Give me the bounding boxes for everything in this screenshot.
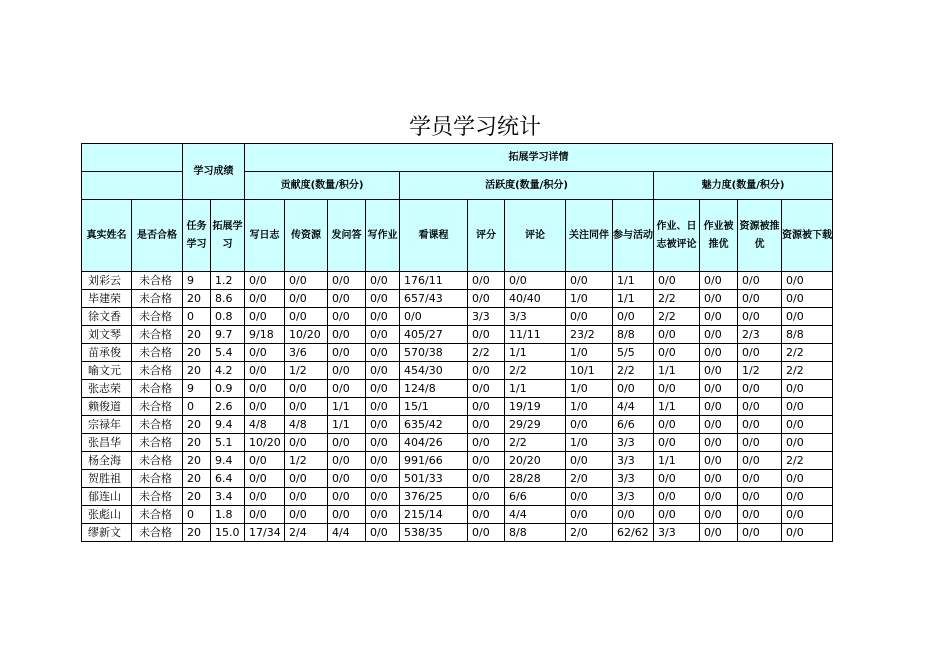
table-cell: 6.4	[211, 470, 245, 488]
column-header: 任务学习	[183, 200, 211, 272]
column-header: 拓展学习	[211, 200, 245, 272]
column-header: 写作业	[366, 200, 400, 272]
table-cell: 15/1	[400, 398, 468, 416]
table-cell: 635/42	[400, 416, 468, 434]
table-cell: 0/0	[566, 452, 613, 470]
pass-status-cell: 未合格	[132, 308, 183, 326]
table-row	[82, 290, 833, 308]
table-cell: 15.0	[211, 524, 245, 542]
table-cell: 0/0	[468, 272, 505, 290]
table-cell: 0/0	[245, 488, 285, 506]
table-cell: 0/0	[366, 416, 400, 434]
table-cell: 0/0	[782, 488, 833, 506]
table-cell: 0/0	[700, 380, 738, 398]
table-cell: 1/1	[505, 344, 566, 362]
table-row	[82, 272, 833, 290]
pass-status-cell: 未合格	[132, 434, 183, 452]
table-cell: 0/0	[700, 488, 738, 506]
table-cell: 0/0	[400, 308, 468, 326]
table-cell: 0/0	[700, 326, 738, 344]
table-cell: 1/1	[613, 272, 654, 290]
table-cell: 0/0	[700, 506, 738, 524]
table-cell: 657/43	[400, 290, 468, 308]
table-cell: 0/0	[654, 488, 700, 506]
table-cell: 0/0	[700, 524, 738, 542]
table-cell: 0/0	[285, 434, 328, 452]
table-cell: 2/2	[654, 308, 700, 326]
table-cell: 0/0	[654, 344, 700, 362]
header-activity: 活跃度(数量/积分)	[400, 172, 654, 200]
table-cell: 20	[183, 362, 211, 380]
table-cell: 0/0	[782, 416, 833, 434]
table-row	[82, 308, 833, 326]
table-cell: 0/0	[738, 470, 782, 488]
table-cell: 0/0	[782, 434, 833, 452]
table-row	[82, 398, 833, 416]
table-cell: 0/0	[654, 470, 700, 488]
table-cell: 0/0	[468, 488, 505, 506]
table-cell: 9/18	[245, 326, 285, 344]
table-cell: 0/0	[328, 488, 366, 506]
column-header: 写日志	[245, 200, 285, 272]
table-cell: 376/25	[400, 488, 468, 506]
table-cell: 0/0	[245, 470, 285, 488]
table-cell: 1/0	[566, 434, 613, 452]
table-cell: 0/0	[738, 272, 782, 290]
student-name-cell: 徐文香	[82, 308, 132, 326]
table-cell: 0/0	[654, 326, 700, 344]
table-cell: 2/2	[782, 452, 833, 470]
table-cell: 0/0	[366, 470, 400, 488]
table-cell: 10/1	[566, 362, 613, 380]
table-cell: 0/0	[285, 506, 328, 524]
table-cell: 0/0	[366, 488, 400, 506]
table-cell: 0/0	[366, 524, 400, 542]
student-name-cell: 苗承俊	[82, 344, 132, 362]
column-header: 发问答	[328, 200, 366, 272]
table-cell: 0/0	[245, 398, 285, 416]
table-cell: 3/3	[613, 452, 654, 470]
table-cell: 6/6	[613, 416, 654, 434]
student-name-cell: 郁连山	[82, 488, 132, 506]
table-cell: 0/0	[366, 398, 400, 416]
table-cell: 0/0	[700, 290, 738, 308]
table-cell: 20	[183, 290, 211, 308]
table-cell: 20	[183, 434, 211, 452]
table-cell: 0/0	[700, 308, 738, 326]
table-cell: 0/0	[566, 506, 613, 524]
student-stats-table	[81, 143, 833, 542]
table-cell: 0/0	[366, 290, 400, 308]
header-blank	[82, 144, 183, 172]
table-row	[82, 362, 833, 380]
column-header: 关注同伴	[566, 200, 613, 272]
table-cell: 28/28	[505, 470, 566, 488]
table-cell: 0/0	[700, 362, 738, 380]
table-cell: 0/0	[738, 452, 782, 470]
table-cell: 0/0	[782, 398, 833, 416]
table-cell: 0/0	[738, 416, 782, 434]
table-cell: 0/0	[566, 416, 613, 434]
table-cell: 1/1	[654, 398, 700, 416]
table-cell: 0/0	[366, 308, 400, 326]
table-cell: 0/0	[285, 272, 328, 290]
table-cell: 1/2	[285, 362, 328, 380]
table-cell: 0/0	[566, 488, 613, 506]
table-cell: 0/0	[285, 470, 328, 488]
table-cell: 4/4	[328, 524, 366, 542]
table-cell: 2/0	[566, 470, 613, 488]
table-cell: 5.4	[211, 344, 245, 362]
table-cell: 215/14	[400, 506, 468, 524]
student-name-cell: 贺胜祖	[82, 470, 132, 488]
table-cell: 20	[183, 416, 211, 434]
table-cell: 19/19	[505, 398, 566, 416]
table-cell: 0/0	[468, 416, 505, 434]
table-cell: 0/0	[468, 506, 505, 524]
pass-status-cell: 未合格	[132, 524, 183, 542]
table-cell: 20	[183, 470, 211, 488]
header-contribution: 贡献度(数量/积分)	[245, 172, 400, 200]
table-cell: 0/0	[245, 362, 285, 380]
table-cell: 0/0	[285, 290, 328, 308]
pass-status-cell: 未合格	[132, 398, 183, 416]
student-name-cell: 杨全海	[82, 452, 132, 470]
column-header: 作业被推优	[700, 200, 738, 272]
table-cell: 1/1	[505, 380, 566, 398]
table-cell: 0/0	[328, 506, 366, 524]
table-cell: 0/0	[738, 524, 782, 542]
table-cell: 20	[183, 524, 211, 542]
table-row	[82, 416, 833, 434]
header-study-score: 学习成绩	[183, 144, 245, 200]
pass-status-cell: 未合格	[132, 452, 183, 470]
table-cell: 4/4	[613, 398, 654, 416]
table-cell: 454/30	[400, 362, 468, 380]
table-cell: 2/0	[566, 524, 613, 542]
table-cell: 0/0	[738, 434, 782, 452]
table-cell: 0/0	[738, 506, 782, 524]
pass-status-cell: 未合格	[132, 380, 183, 398]
table-cell: 9.4	[211, 452, 245, 470]
table-cell: 0/0	[328, 344, 366, 362]
table-cell: 0/0	[328, 470, 366, 488]
column-header: 是否合格	[132, 200, 183, 272]
table-cell: 2/2	[782, 362, 833, 380]
table-cell: 62/62	[613, 524, 654, 542]
table-cell: 0/0	[285, 398, 328, 416]
table-cell: 3/3	[654, 524, 700, 542]
table-cell: 0/0	[566, 308, 613, 326]
table-cell: 0/0	[468, 470, 505, 488]
table-cell: 176/11	[400, 272, 468, 290]
table-cell: 0/0	[468, 362, 505, 380]
table-cell: 9	[183, 380, 211, 398]
column-header: 资源被推优	[738, 200, 782, 272]
table-cell: 0/0	[782, 524, 833, 542]
table-cell: 991/66	[400, 452, 468, 470]
table-cell: 3/3	[613, 434, 654, 452]
header-charm: 魅力度(数量/积分)	[654, 172, 833, 200]
table-cell: 0/0	[245, 344, 285, 362]
column-header: 作业、日志被评论	[654, 200, 700, 272]
student-name-cell: 宗禄年	[82, 416, 132, 434]
table-cell: 2.6	[211, 398, 245, 416]
table-cell: 124/8	[400, 380, 468, 398]
table-cell: 0/0	[245, 380, 285, 398]
table-row	[82, 470, 833, 488]
table-cell: 0/0	[738, 380, 782, 398]
table-row	[82, 326, 833, 344]
column-header: 参与活动	[613, 200, 654, 272]
table-cell: 0/0	[654, 434, 700, 452]
pass-status-cell: 未合格	[132, 488, 183, 506]
table-cell: 3/3	[613, 488, 654, 506]
table-cell: 0/0	[782, 470, 833, 488]
table-cell: 5.1	[211, 434, 245, 452]
table-cell: 0/0	[328, 272, 366, 290]
table-cell: 29/29	[505, 416, 566, 434]
table-row	[82, 344, 833, 362]
table-cell: 23/2	[566, 326, 613, 344]
table-cell: 0/0	[700, 416, 738, 434]
pass-status-cell: 未合格	[132, 362, 183, 380]
table-cell: 0	[183, 506, 211, 524]
column-header: 传资源	[285, 200, 328, 272]
table-cell: 9	[183, 272, 211, 290]
table-cell: 8.6	[211, 290, 245, 308]
table-row	[82, 506, 833, 524]
table-cell: 0/0	[782, 506, 833, 524]
table-cell: 0/0	[328, 290, 366, 308]
table-cell: 0/0	[738, 344, 782, 362]
table-cell: 0/0	[738, 488, 782, 506]
table-cell: 20	[183, 344, 211, 362]
table-cell: 4/4	[505, 506, 566, 524]
pass-status-cell: 未合格	[132, 272, 183, 290]
table-cell: 4/8	[245, 416, 285, 434]
pass-status-cell: 未合格	[132, 470, 183, 488]
table-cell: 0/0	[328, 380, 366, 398]
table-cell: 1.8	[211, 506, 245, 524]
table-cell: 0/0	[366, 326, 400, 344]
table-cell: 1/1	[654, 452, 700, 470]
table-cell: 40/40	[505, 290, 566, 308]
student-name-cell: 刘彩云	[82, 272, 132, 290]
table-cell: 570/38	[400, 344, 468, 362]
table-cell: 0/0	[285, 488, 328, 506]
table-cell: 0/0	[505, 272, 566, 290]
student-name-cell: 张彪山	[82, 506, 132, 524]
table-cell: 0/0	[738, 308, 782, 326]
column-header-row	[82, 200, 833, 272]
table-header	[82, 144, 833, 272]
table-row	[82, 488, 833, 506]
table-cell: 0/0	[328, 362, 366, 380]
table-cell: 0/0	[700, 452, 738, 470]
table-cell: 1/0	[566, 380, 613, 398]
table-cell: 0	[183, 398, 211, 416]
table-cell: 1.2	[211, 272, 245, 290]
table-row	[82, 380, 833, 398]
table-cell: 0/0	[654, 272, 700, 290]
table-cell: 405/27	[400, 326, 468, 344]
table-cell: 3/3	[613, 470, 654, 488]
pass-status-cell: 未合格	[132, 290, 183, 308]
column-header: 资源被下载	[782, 200, 833, 272]
table-cell: 0/0	[613, 380, 654, 398]
table-cell: 538/35	[400, 524, 468, 542]
table-cell: 17/34	[245, 524, 285, 542]
column-header: 评论	[505, 200, 566, 272]
table-cell: 0/0	[700, 398, 738, 416]
table-cell: 0/0	[738, 290, 782, 308]
table-cell: 0/0	[366, 362, 400, 380]
table-cell: 0/0	[782, 380, 833, 398]
table-cell: 0/0	[245, 272, 285, 290]
table-cell: 8/8	[782, 326, 833, 344]
table-cell: 20	[183, 452, 211, 470]
table-cell: 0/0	[738, 398, 782, 416]
table-cell: 10/20	[245, 434, 285, 452]
table-cell: 0/0	[468, 524, 505, 542]
pass-status-cell: 未合格	[132, 506, 183, 524]
table-cell: 0/0	[782, 290, 833, 308]
table-cell: 0/0	[245, 452, 285, 470]
table-cell: 0/0	[245, 506, 285, 524]
table-cell: 2/2	[468, 344, 505, 362]
table-cell: 1/2	[738, 362, 782, 380]
table-cell: 0/0	[782, 308, 833, 326]
table-cell: 1/1	[654, 362, 700, 380]
student-name-cell: 张昌华	[82, 434, 132, 452]
table-cell: 0/0	[285, 380, 328, 398]
table-cell: 1/0	[566, 290, 613, 308]
table-cell: 0/0	[366, 272, 400, 290]
table-cell: 0/0	[328, 434, 366, 452]
table-cell: 4.2	[211, 362, 245, 380]
table-cell: 2/3	[738, 326, 782, 344]
table-cell: 1/2	[285, 452, 328, 470]
table-cell: 0/0	[700, 470, 738, 488]
table-row	[82, 452, 833, 470]
table-cell: 0/0	[654, 380, 700, 398]
table-cell: 0/0	[328, 326, 366, 344]
student-name-cell: 张志荣	[82, 380, 132, 398]
table-cell: 8/8	[613, 326, 654, 344]
table-cell: 404/26	[400, 434, 468, 452]
table-cell: 0/0	[654, 416, 700, 434]
table-cell: 0/0	[328, 308, 366, 326]
table-cell: 501/33	[400, 470, 468, 488]
table-cell: 3/6	[285, 344, 328, 362]
table-cell: 0/0	[782, 272, 833, 290]
table-cell: 3/3	[468, 308, 505, 326]
table-cell: 6/6	[505, 488, 566, 506]
table-cell: 10/20	[285, 326, 328, 344]
table-cell: 3.4	[211, 488, 245, 506]
table-cell: 0/0	[654, 506, 700, 524]
table-row	[82, 524, 833, 542]
table-row	[82, 434, 833, 452]
table-cell: 5/5	[613, 344, 654, 362]
pass-status-cell: 未合格	[132, 416, 183, 434]
table-cell: 2/2	[613, 362, 654, 380]
student-name-cell: 赖俊道	[82, 398, 132, 416]
page-title: 学员学习统计	[408, 115, 541, 140]
table-cell: 1/0	[566, 398, 613, 416]
table-body	[82, 272, 833, 542]
table-cell: 0/0	[700, 344, 738, 362]
table-cell: 2/4	[285, 524, 328, 542]
column-header: 真实姓名	[82, 200, 132, 272]
pass-status-cell: 未合格	[132, 344, 183, 362]
table-cell: 20	[183, 326, 211, 344]
pass-status-cell: 未合格	[132, 326, 183, 344]
student-name-cell: 喻文元	[82, 362, 132, 380]
table-cell: 0.9	[211, 380, 245, 398]
table-cell: 1/1	[328, 398, 366, 416]
table-cell: 0/0	[468, 452, 505, 470]
table-cell: 2/2	[505, 362, 566, 380]
table-cell: 0/0	[366, 344, 400, 362]
table-cell: 0/0	[245, 308, 285, 326]
table-cell: 0/0	[468, 326, 505, 344]
table-cell: 1/0	[566, 344, 613, 362]
header-blank-2	[82, 172, 183, 200]
table-cell: 0/0	[700, 434, 738, 452]
table-cell: 0/0	[366, 506, 400, 524]
table-cell: 4/8	[285, 416, 328, 434]
table-cell: 9.4	[211, 416, 245, 434]
table-cell: 0/0	[468, 290, 505, 308]
table-cell: 3/3	[505, 308, 566, 326]
table-cell: 1/1	[613, 290, 654, 308]
table-cell: 0/0	[366, 434, 400, 452]
header-extended-detail: 拓展学习详情	[245, 144, 833, 172]
table-cell: 0/0	[468, 380, 505, 398]
table-cell: 20	[183, 488, 211, 506]
table-cell: 1/1	[328, 416, 366, 434]
table-cell: 0/0	[613, 506, 654, 524]
table-cell: 0/0	[613, 308, 654, 326]
table-cell: 20/20	[505, 452, 566, 470]
table-cell: 0/0	[245, 290, 285, 308]
student-name-cell: 毕建荣	[82, 290, 132, 308]
student-name-cell: 缪新文	[82, 524, 132, 542]
table-cell: 0/0	[285, 308, 328, 326]
table-cell: 2/2	[505, 434, 566, 452]
column-header: 看课程	[400, 200, 468, 272]
table-cell: 0/0	[366, 380, 400, 398]
table-cell: 0/0	[468, 398, 505, 416]
table-cell: 2/2	[782, 344, 833, 362]
table-cell: 9.7	[211, 326, 245, 344]
table-cell: 0/0	[700, 272, 738, 290]
table-cell: 11/11	[505, 326, 566, 344]
table-cell: 0/0	[328, 452, 366, 470]
table-cell: 0	[183, 308, 211, 326]
table-cell: 2/2	[654, 290, 700, 308]
table-cell: 0.8	[211, 308, 245, 326]
student-name-cell: 刘文琴	[82, 326, 132, 344]
column-header: 评分	[468, 200, 505, 272]
table-cell: 8/8	[505, 524, 566, 542]
table-cell: 0/0	[468, 434, 505, 452]
table-cell: 0/0	[366, 452, 400, 470]
table-cell: 0/0	[566, 272, 613, 290]
